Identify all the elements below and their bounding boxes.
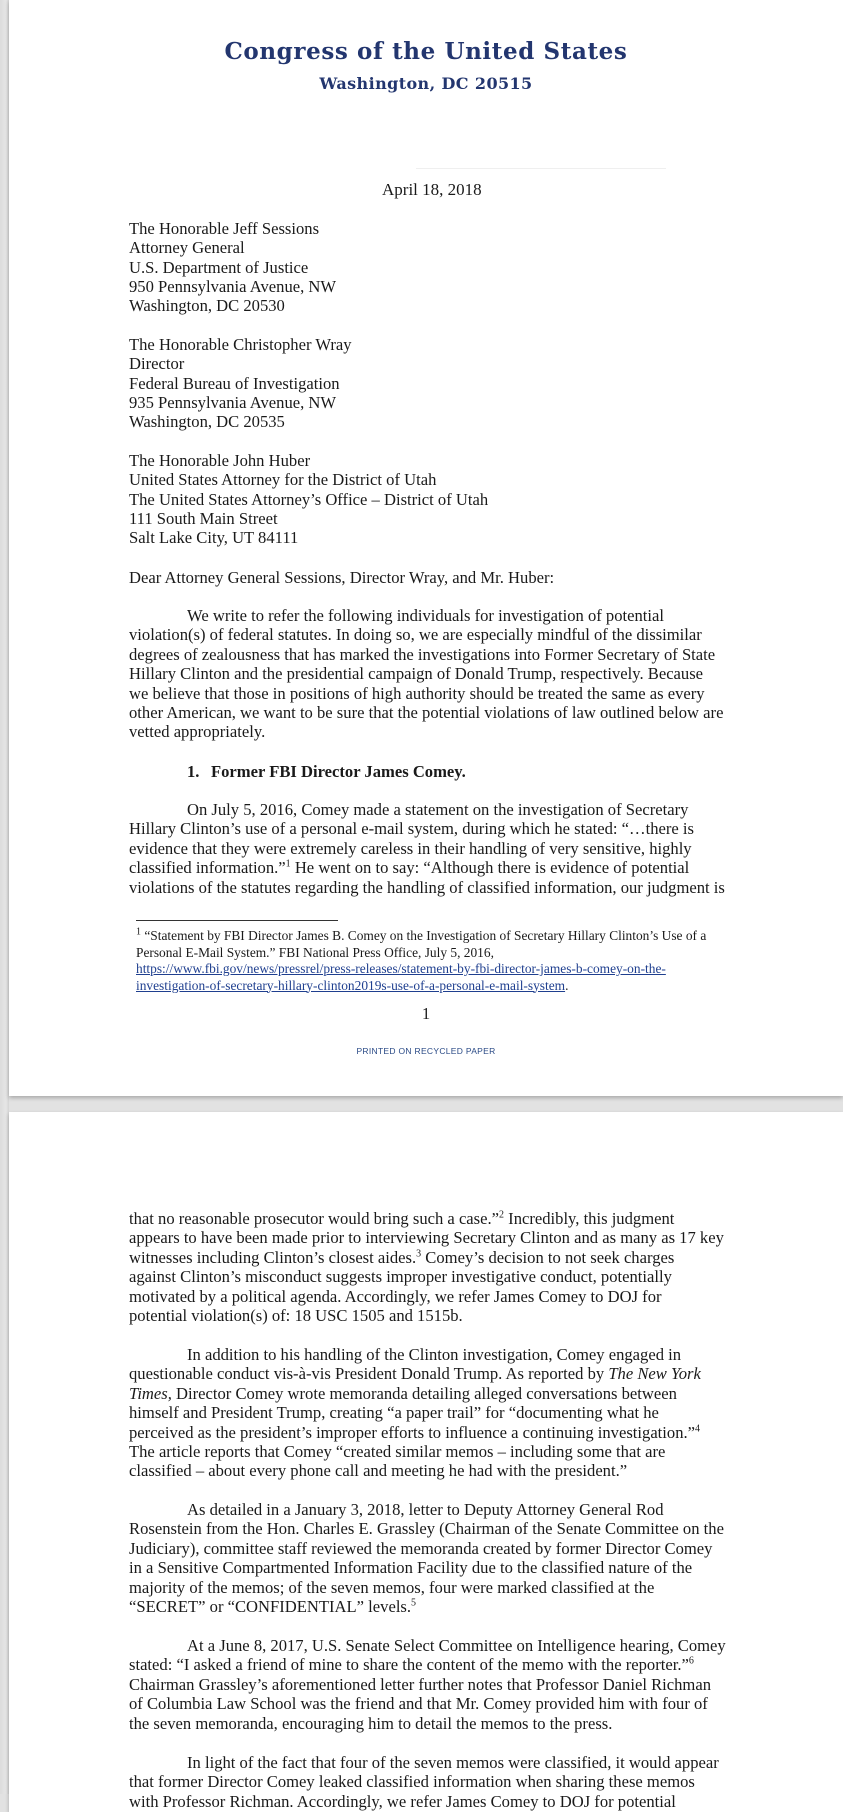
footnote-link[interactable]: investigation-of-secretary-hillary-clinton2019s-use-of-a-personal-e-mail-system xyxy=(136,977,566,993)
paragraph-line: As detailed in a January 3, 2018, letter to Deputy Attorney General Rod xyxy=(187,1500,664,1519)
section-heading-1 xyxy=(187,762,466,782)
footnote-marker: 1 xyxy=(136,926,141,938)
paragraph-line: himself and President Trump, creating “a paper trail” for “documenting what he xyxy=(129,1403,659,1423)
comey-paragraph-6 xyxy=(129,1753,741,1811)
salutation-text: Dear Attorney General Sessions, Director Wray, and Mr. Huber: xyxy=(129,568,555,587)
text-run: perceived as the president’s improper efforts to influence a continuing investigation.” xyxy=(129,1422,696,1442)
comey-paragraph-4 xyxy=(129,1500,741,1616)
recipient-address-2 xyxy=(129,335,749,431)
paragraph-line: that former Director Comey leaked classified information when sharing these memos xyxy=(129,1772,695,1792)
footnote-text: . xyxy=(565,977,569,993)
paragraph-line: At a June 8, 2017, U.S. Senate Select Committee on Intelligence hearing, Comey xyxy=(187,1636,726,1655)
paragraph-line xyxy=(129,1209,741,1228)
paragraph-line: violations of the statutes regarding the handling of classified information, our judgment is xyxy=(129,877,725,897)
paragraph-line: in a Sensitive Compartmented Information Facility due to the classified nature of the xyxy=(129,1558,693,1578)
paragraph-line xyxy=(129,1655,741,1674)
publication-name: The New York xyxy=(608,1364,701,1384)
comey-paragraph-3 xyxy=(129,1345,741,1481)
text-run: “SECRET” or “CONFIDENTIAL” levels. xyxy=(129,1597,412,1617)
comey-paragraph-2 xyxy=(129,1209,741,1325)
paragraph-line: potential violation(s) of: 18 USC 1505 and 1515b. xyxy=(129,1306,463,1326)
paragraph-line xyxy=(129,1423,741,1442)
address-line: Federal Bureau of Investigation xyxy=(129,373,340,393)
paragraph-line xyxy=(129,1364,741,1383)
paragraph-line: of Columbia Law School was the friend and that Mr. Comey provided him with four of xyxy=(129,1694,708,1714)
paragraph-line xyxy=(129,1248,741,1267)
page-number: 1 xyxy=(421,1004,431,1023)
text-run: stated: “I asked a friend of mine to share the content of the memo with the reporter.” xyxy=(129,1655,689,1675)
paragraph-line: vetted appropriately. xyxy=(129,722,266,742)
footnote-ref-3[interactable]: 3 xyxy=(416,1248,422,1260)
section-number: 1. xyxy=(187,762,200,781)
footnote-1 xyxy=(136,928,746,994)
paragraph-line: majority of the memos; of the seven memos, four were marked classified at the xyxy=(129,1577,655,1597)
text-run: that no reasonable prosecutor would bring such a case.” xyxy=(129,1209,500,1228)
text-run: Comey’s decision to not seek charges xyxy=(421,1247,675,1267)
text-run: witnesses including Clinton’s closest aides. xyxy=(129,1247,417,1267)
text-run: Incredibly, this judgment xyxy=(504,1209,675,1228)
paragraph-line: the seven memoranda, encouraging him to detail the memos to the press. xyxy=(129,1713,613,1733)
address-line: 950 Pennsylvania Avenue, NW xyxy=(129,276,337,296)
salutation xyxy=(129,568,749,587)
footnote-ref-1[interactable]: 1 xyxy=(285,858,291,870)
paragraph-line: classified – about every phone call and meeting he had with the president.” xyxy=(129,1461,628,1481)
paragraph-line: degrees of zealousness that has marked the investigations into Former Secretary of State xyxy=(129,644,716,664)
paragraph-line: In addition to his handling of the Clinton investigation, Comey engaged in xyxy=(187,1345,682,1364)
address-line: 935 Pennsylvania Avenue, NW xyxy=(129,392,337,412)
footnote-link-line xyxy=(136,961,746,978)
text-run: questionable conduct vis-à-vis President Donald Trump. As reported by xyxy=(129,1364,609,1384)
paragraph-line: Hillary Clinton’s use of a personal e-mail system, during which he stated: “…there is xyxy=(129,819,694,839)
paragraph-line xyxy=(129,1597,741,1616)
footnote-ref-4[interactable]: 4 xyxy=(695,1423,701,1435)
address-line: Attorney General xyxy=(129,238,245,258)
footnote-text: “Statement by FBI Director James B. Comey on the Investigation of Secretary Hillary Clinton’s Use of a xyxy=(141,928,707,943)
paragraph-line: We write to refer the following individuals for investigation of potential xyxy=(187,606,664,625)
letterhead-title: Congress of the United States xyxy=(224,38,628,65)
paragraph-line: evidence that they were extremely careless in their handling of very sensitive, highly xyxy=(129,838,692,858)
paragraph-line: In light of the fact that four of the seven memos were classified, it would appear xyxy=(187,1753,719,1772)
footnote-line: Personal E-Mail System.” FBI National Press Office, July 5, 2016, xyxy=(136,944,494,960)
paragraph-line: other American, we want to be sure that the potential violations of law outlined below are xyxy=(129,703,724,723)
paragraph-line: Rosenstein from the Hon. Charles E. Grassley (Chairman of the Senate Committee on the xyxy=(129,1519,724,1539)
paragraph-line: we believe that those in positions of high authority should be treated the same as every xyxy=(129,683,705,703)
footnote-ref-2[interactable]: 2 xyxy=(499,1209,505,1221)
address-line: U.S. Department of Justice xyxy=(129,257,309,277)
section-title: Former FBI Director James Comey. xyxy=(211,762,466,781)
paragraph-line: violation(s) of federal statutes. In doing so, we are especially mindful of the dissimilar xyxy=(129,625,702,645)
address-line: United States Attorney for the District of Utah xyxy=(129,470,437,490)
address-line: The Honorable Jeff Sessions xyxy=(129,219,320,238)
letterhead-divider xyxy=(416,168,666,169)
address-line: The Honorable John Huber xyxy=(129,451,311,470)
text-run: classified information.” xyxy=(129,858,286,878)
paragraph-line: against Clinton’s misconduct suggests improper investigative conduct, potentially xyxy=(129,1267,672,1287)
footnote-separator xyxy=(136,920,338,921)
page-1 xyxy=(9,0,843,1096)
page-2 xyxy=(9,1112,843,1812)
address-line: Washington, DC 20535 xyxy=(129,412,285,432)
address-line: 111 South Main Street xyxy=(129,508,278,528)
paragraph-line: Chairman Grassley’s aforementioned letter further notes that Professor Daniel Richman xyxy=(129,1674,711,1694)
footnote-ref-5[interactable]: 5 xyxy=(411,1597,417,1609)
recipient-address-3 xyxy=(129,451,749,547)
paragraph-line: with Professor Richman. Accordingly, we refer James Comey to DOJ for potential xyxy=(129,1791,676,1811)
paragraph-line xyxy=(129,858,741,877)
paragraph-line: Hillary Clinton and the presidential campaign of Donald Trump, respectively. Because xyxy=(129,664,704,684)
address-line: The United States Attorney’s Office – District of Utah xyxy=(129,489,489,509)
address-line: Washington, DC 20530 xyxy=(129,296,285,316)
letter-date: April 18, 2018 xyxy=(382,180,482,199)
paragraph-line: The article reports that Comey “created similar memos – including some that are xyxy=(129,1442,666,1462)
paragraph-line: Judiciary), committee staff reviewed the memoranda created by former Director Comey xyxy=(129,1538,713,1558)
address-line: Salt Lake City, UT 84111 xyxy=(129,528,299,548)
address-line: The Honorable Christopher Wray xyxy=(129,335,352,354)
intro-paragraph xyxy=(129,606,741,742)
recipient-address-1 xyxy=(129,219,749,315)
paragraph-line: motivated by a political agenda. Accordingly, we refer James Comey to DOJ for xyxy=(129,1286,662,1306)
footnote-ref-6[interactable]: 6 xyxy=(688,1655,694,1667)
footnote-link[interactable]: https://www.fbi.gov/news/pressrel/press-releases/statement-by-fbi-director-james-b-comey-on-the- xyxy=(136,961,666,976)
footnote-line xyxy=(136,928,746,945)
comey-paragraph-5 xyxy=(129,1636,741,1733)
footnote-link-line xyxy=(136,978,746,995)
address-line: Director xyxy=(129,354,185,374)
paragraph-line: On July 5, 2016, Comey made a statement on the investigation of Secretary xyxy=(187,800,689,819)
letterhead-subtitle: Washington, DC 20515 xyxy=(319,74,533,93)
paragraph-line: appears to have been made prior to interviewing Secretary Clinton and as many as 17 key xyxy=(129,1228,724,1248)
paragraph-line xyxy=(129,1384,741,1403)
text-run: Director Comey wrote memoranda detailing alleged conversations between xyxy=(171,1383,677,1403)
comey-paragraph-1 xyxy=(129,800,741,897)
printed-on-recycled-paper: PRINTED ON RECYCLED PAPER xyxy=(356,1046,496,1056)
text-run: He went on to say: “Although there is evidence of potential xyxy=(290,858,690,878)
publication-name: Times, xyxy=(129,1383,172,1403)
